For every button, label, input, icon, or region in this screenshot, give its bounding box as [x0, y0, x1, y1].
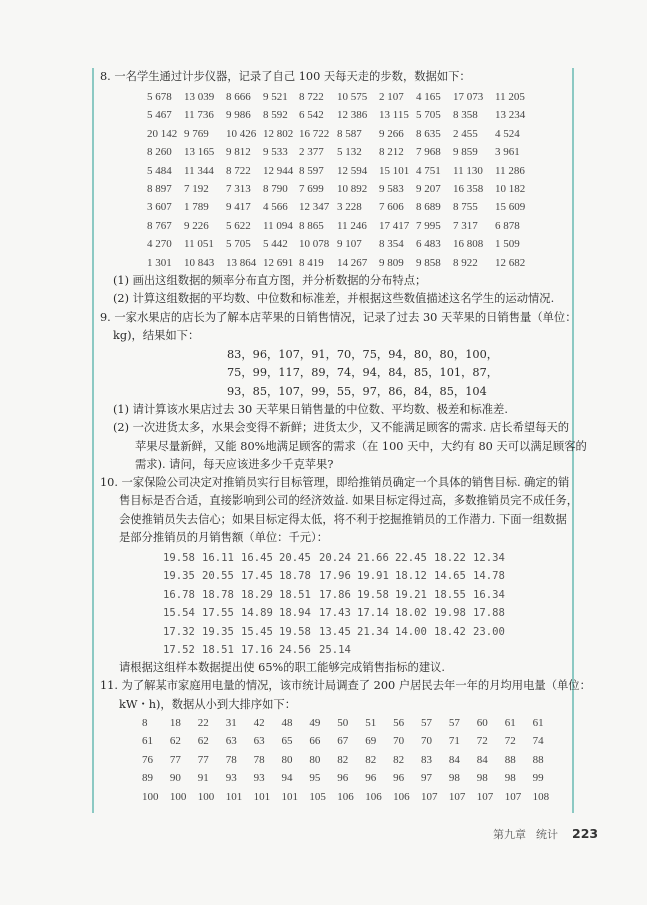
problem-9-question-2: (2) 一次进货太多，水果会变得不新鲜；进货太少，又不能满足顾客的需求. 店长希望每天的 — [113, 421, 570, 434]
step-count-cell: 1 789 — [184, 201, 209, 214]
electricity-usage-cell: 18 — [169, 717, 181, 729]
step-count-cell: 10 078 — [299, 238, 330, 251]
step-count-cell: 5 705 — [226, 238, 251, 251]
step-count-cell: 4 751 — [416, 164, 441, 177]
sales-amount-cell: 19.98 — [434, 607, 466, 620]
step-count-cell: 7 606 — [379, 201, 404, 214]
electricity-usage-cell: 82 — [365, 753, 377, 766]
electricity-usage-cell: 84 — [476, 753, 488, 766]
step-count-cell: 8 419 — [299, 256, 324, 269]
electricity-usage-cell: 57 — [421, 717, 432, 729]
sales-amount-cell: 16.78 — [163, 588, 195, 601]
sales-amount-cell: 19.58 — [357, 588, 389, 601]
step-count-cell: 7 968 — [416, 146, 441, 159]
electricity-usage-cell: 42 — [253, 717, 265, 729]
step-count-cell: 9 266 — [379, 127, 404, 140]
electricity-usage-cell: 99 — [532, 772, 544, 785]
sales-amount-cell: 18.02 — [395, 607, 427, 620]
electricity-usage-cell: 49 — [309, 717, 321, 729]
sales-amount-cell: 18.22 — [434, 552, 466, 564]
electricity-usage-cell: 74 — [532, 735, 544, 748]
problem-8-question-2: (2) 计算这组数据的平均数、中位数和标准差，并根据这些数值描述这名学生的运动情况. — [113, 292, 555, 305]
step-count-cell: 15 609 — [495, 201, 526, 214]
electricity-usage-cell: 62 — [169, 735, 181, 748]
problem-11-stem-cont: kW・h)，数据从小到大排序如下： — [119, 698, 297, 711]
electricity-usage-cell: 62 — [197, 735, 209, 748]
electricity-usage-cell: 83 — [421, 753, 432, 766]
problem-10-question: 请根据这组样本数据提出使 65%的职工能够完成销售指标的建议. — [119, 661, 446, 674]
electricity-usage-cell: 88 — [532, 753, 544, 766]
step-count-cell: 11 286 — [495, 164, 525, 177]
step-count-cell: 8 587 — [337, 127, 362, 140]
step-count-cell: 12 594 — [337, 164, 368, 177]
sales-amount-cell: 18.78 — [279, 570, 311, 583]
electricity-usage-cell: 97 — [421, 772, 432, 785]
step-count-cell: 8 689 — [416, 201, 441, 214]
electricity-usage-cell: 106 — [393, 790, 410, 803]
page-footer — [493, 826, 598, 842]
sales-amount-cell: 19.35 — [163, 570, 195, 583]
step-count-cell: 8 666 — [226, 91, 251, 103]
step-count-cell: 9 986 — [226, 109, 251, 122]
step-count-cell: 4 524 — [495, 127, 520, 140]
step-count-cell: 11 094 — [263, 219, 293, 232]
apple-sales-data-row: 75，99，117，89，74，94，84，85，101，87， — [227, 366, 499, 380]
step-count-cell: 9 207 — [416, 183, 441, 195]
sales-amount-cell: 14.65 — [434, 570, 466, 583]
problem-10-stem: 会使推销员失去信心；如果目标定得太低，将不利于挖掘推销员的工作潜力. 下面一组数据 — [119, 512, 567, 526]
electricity-usage-cell: 93 — [253, 772, 265, 785]
sales-amount-cell: 16.45 — [241, 552, 273, 564]
step-count-cell: 8 592 — [263, 109, 288, 122]
sales-amount-cell: 14.89 — [241, 607, 273, 620]
step-count-cell: 15 101 — [379, 164, 410, 177]
sales-amount-cell: 17.52 — [163, 644, 195, 656]
sales-amount-cell: 18.51 — [202, 644, 234, 656]
step-count-cell: 5 705 — [416, 109, 441, 122]
sales-amount-cell: 15.45 — [241, 625, 273, 638]
step-count-cell: 11 130 — [453, 164, 483, 177]
electricity-usage-cell: 31 — [225, 717, 237, 729]
electricity-usage-cell: 91 — [197, 772, 209, 785]
step-count-cell: 17 073 — [453, 91, 484, 103]
step-count-cell: 9 107 — [337, 238, 362, 251]
step-count-cell: 12 386 — [337, 109, 368, 122]
electricity-usage-cell: 77 — [169, 753, 181, 766]
electricity-usage-cell: 80 — [281, 753, 293, 766]
step-count-cell: 11 051 — [184, 238, 214, 251]
step-count-cell: 2 455 — [453, 127, 478, 140]
sales-amount-cell: 20.24 — [319, 552, 351, 564]
electricity-usage-cell: 57 — [448, 717, 460, 729]
step-count-cell: 10 843 — [184, 256, 215, 269]
electricity-usage-cell: 107 — [421, 790, 438, 803]
step-count-cell: 9 859 — [453, 146, 478, 159]
step-count-cell: 8 354 — [379, 238, 404, 251]
electricity-usage-cell: 106 — [365, 790, 382, 803]
electricity-usage-cell: 93 — [225, 772, 237, 785]
electricity-usage-cell: 84 — [448, 753, 460, 766]
sales-amount-cell: 18.12 — [395, 570, 427, 583]
sales-amount-cell: 19.35 — [202, 625, 234, 638]
electricity-usage-cell: 106 — [337, 790, 354, 803]
sales-amount-cell: 17.45 — [241, 570, 273, 583]
step-count-cell: 11 736 — [184, 109, 214, 122]
sales-amount-cell: 18.42 — [434, 625, 466, 638]
step-count-cell: 9 417 — [226, 201, 251, 214]
step-count-cell: 14 267 — [337, 256, 368, 269]
step-count-cell: 8 865 — [299, 219, 324, 232]
electricity-usage-cell: 100 — [197, 790, 215, 803]
step-count-cell: 8 767 — [147, 219, 172, 232]
page-number: 223 — [572, 826, 599, 841]
sales-amount-cell: 17.14 — [357, 607, 389, 620]
sales-amount-cell: 17.88 — [473, 607, 505, 620]
electricity-usage-cell: 66 — [309, 735, 321, 748]
sales-amount-cell: 21.34 — [357, 625, 389, 638]
electricity-usage-cell: 101 — [281, 790, 298, 803]
electricity-usage-cell: 67 — [337, 735, 349, 748]
electricity-usage-cell: 78 — [253, 753, 265, 766]
electricity-usage-cell: 96 — [393, 772, 405, 785]
sales-amount-cell: 25.14 — [319, 644, 351, 656]
electricity-usage-cell: 100 — [169, 790, 187, 803]
step-count-cell: 10 575 — [337, 91, 368, 103]
electricity-usage-cell: 78 — [225, 753, 237, 766]
step-count-cell: 9 809 — [379, 256, 404, 269]
step-count-cell: 2 107 — [379, 91, 404, 103]
sales-amount-cell: 18.94 — [279, 607, 311, 620]
step-count-cell: 13 115 — [379, 109, 409, 122]
sales-amount-cell: 12.34 — [473, 552, 505, 564]
step-count-cell: 9 533 — [263, 146, 288, 159]
problem-8-stem: 8. 一名学生通过计步仪器，记录了自己 100 天每天走的步数，数据如下： — [100, 70, 471, 83]
step-count-cell: 9 769 — [184, 127, 209, 140]
step-count-cell: 16 722 — [299, 127, 330, 140]
step-count-cell: 3 961 — [495, 146, 520, 159]
sales-amount-cell: 18.78 — [202, 588, 234, 601]
electricity-usage-cell: 88 — [504, 753, 516, 766]
problem-10-stem: 10. 一家保险公司决定对推销员实行目标管理，即给推销员确定一个具体的销售目标. 确定的销 — [100, 476, 570, 489]
electricity-usage-cell: 96 — [365, 772, 377, 785]
problem-9-question-2-cont: 需求). 请问，每天应该进多少千克苹果? — [135, 458, 334, 471]
problem-9-stem: 9. 一家水果店的店长为了解本店苹果的日销售情况，记录了过去 30 天苹果的日销售量（单位： — [100, 311, 577, 324]
electricity-usage-cell: 108 — [532, 790, 550, 803]
problem-8-question-1: (1) 画出这组数据的频率分布直方图，并分析数据的分布特点； — [113, 274, 427, 287]
step-count-cell: 8 597 — [299, 164, 324, 177]
step-count-cell: 1 301 — [147, 256, 172, 269]
sales-amount-cell: 17.55 — [202, 607, 234, 620]
step-count-cell: 13 234 — [495, 109, 526, 122]
sales-amount-cell: 17.32 — [163, 625, 195, 638]
sales-amount-cell: 20.55 — [202, 570, 234, 583]
sales-amount-cell: 13.45 — [319, 625, 351, 638]
step-count-cell: 8 722 — [226, 164, 251, 177]
step-count-cell: 11 205 — [495, 91, 525, 103]
electricity-usage-cell: 77 — [197, 753, 209, 766]
electricity-usage-cell: 65 — [281, 735, 293, 748]
sales-amount-cell: 21.66 — [357, 552, 389, 564]
step-count-cell: 7 192 — [184, 183, 209, 195]
step-count-cell: 2 377 — [299, 146, 324, 159]
electricity-usage-cell: 105 — [309, 790, 326, 803]
step-count-cell: 5 678 — [147, 91, 172, 103]
step-count-cell: 7 313 — [226, 183, 251, 195]
sales-amount-cell: 20.45 — [279, 552, 311, 564]
sales-amount-cell: 18.51 — [279, 588, 311, 601]
step-count-cell: 8 260 — [147, 146, 172, 159]
electricity-usage-cell: 8 — [142, 717, 148, 729]
step-count-cell: 7 699 — [299, 183, 324, 195]
sales-amount-cell: 19.58 — [279, 625, 311, 638]
sales-amount-cell: 18.29 — [241, 588, 273, 601]
electricity-usage-cell: 70 — [393, 735, 405, 748]
step-count-cell: 16 808 — [453, 238, 484, 251]
electricity-usage-cell: 98 — [476, 772, 488, 785]
electricity-usage-cell: 89 — [142, 772, 153, 785]
electricity-usage-cell: 70 — [421, 735, 432, 748]
sales-amount-cell: 18.55 — [434, 588, 466, 601]
step-count-cell: 9 226 — [184, 219, 209, 232]
sales-amount-cell: 24.56 — [279, 644, 311, 656]
step-count-cell: 6 878 — [495, 219, 520, 232]
sales-amount-cell: 17.96 — [319, 570, 351, 583]
electricity-usage-cell: 69 — [365, 735, 377, 748]
electricity-usage-cell: 76 — [142, 753, 153, 766]
step-count-cell: 10 892 — [337, 183, 368, 195]
step-count-cell: 11 344 — [184, 164, 214, 177]
electricity-usage-cell: 107 — [448, 790, 466, 803]
step-count-cell: 8 212 — [379, 146, 404, 159]
step-count-cell: 1 509 — [495, 238, 520, 251]
sales-amount-cell: 22.45 — [395, 552, 427, 564]
step-count-cell: 16 358 — [453, 183, 484, 195]
electricity-usage-cell: 61 — [142, 735, 153, 748]
electricity-usage-cell: 94 — [281, 772, 293, 785]
electricity-usage-cell: 82 — [337, 753, 349, 766]
problem-9-stem-cont: kg)，结果如下： — [113, 329, 200, 342]
step-count-cell: 9 812 — [226, 146, 251, 159]
electricity-usage-cell: 101 — [225, 790, 243, 803]
step-count-cell: 8 635 — [416, 127, 441, 140]
sales-amount-cell: 14.78 — [473, 570, 505, 583]
chapter-label: 第九章 — [493, 828, 526, 841]
electricity-usage-cell: 63 — [225, 735, 237, 748]
electricity-usage-cell: 72 — [476, 735, 488, 748]
electricity-usage-cell: 82 — [393, 753, 405, 766]
problem-11-stem: 11. 为了解某市家庭用电量的情况，该市统计局调查了 200 户居民去年一年的月均用电量（单位： — [100, 679, 591, 692]
electricity-usage-cell: 50 — [337, 717, 349, 729]
electricity-usage-cell: 80 — [309, 753, 321, 766]
step-count-cell: 5 484 — [147, 164, 172, 177]
step-count-cell: 5 132 — [337, 146, 362, 159]
left-margin-rule — [92, 68, 94, 813]
electricity-usage-cell: 100 — [142, 790, 159, 803]
sales-amount-cell: 17.43 — [319, 607, 351, 620]
apple-sales-data-row: 93，85，107，99，55，97，86，84，85，104 — [227, 384, 487, 398]
step-count-cell: 17 417 — [379, 219, 410, 232]
problem-10-stem: 售目标是否合适，直接影响到公司的经济效益. 如果目标定得过高，多数推销员完不成任务， — [119, 494, 579, 508]
step-count-cell: 11 246 — [337, 219, 367, 232]
problem-10-stem: 是部分推销员的月销售额（单位：千元）： — [119, 531, 328, 545]
electricity-usage-cell: 98 — [504, 772, 516, 785]
electricity-usage-cell: 51 — [365, 717, 377, 729]
sales-amount-cell: 19.21 — [395, 588, 427, 601]
step-count-cell: 12 682 — [495, 256, 526, 269]
step-count-cell: 9 583 — [379, 183, 404, 195]
step-count-cell: 8 897 — [147, 183, 172, 195]
step-count-cell: 8 790 — [263, 183, 288, 195]
electricity-usage-cell: 107 — [504, 790, 522, 803]
sales-amount-cell: 15.54 — [163, 607, 195, 620]
section-label: 统计 — [536, 828, 558, 841]
step-count-cell: 5 622 — [226, 219, 251, 232]
electricity-usage-cell: 95 — [309, 772, 321, 785]
sales-amount-cell: 16.11 — [202, 552, 234, 564]
step-count-cell: 12 944 — [263, 164, 294, 177]
problem-9-question-1: (1) 请计算该水果店过去 30 天苹果日销售量的中位数、平均数、极差和标准差. — [113, 403, 508, 416]
step-count-cell: 10 182 — [495, 183, 526, 195]
sales-amount-cell: 19.91 — [357, 570, 389, 583]
step-count-cell: 13 165 — [184, 146, 215, 159]
step-count-cell: 4 270 — [147, 238, 172, 251]
electricity-usage-cell: 101 — [253, 790, 271, 803]
step-count-cell: 3 228 — [337, 201, 362, 214]
electricity-usage-cell: 72 — [504, 735, 516, 748]
step-count-cell: 3 607 — [147, 201, 172, 214]
sales-amount-cell: 16.34 — [473, 588, 505, 601]
step-count-cell: 20 142 — [147, 127, 178, 140]
step-count-cell: 10 426 — [226, 127, 257, 140]
electricity-usage-cell: 98 — [448, 772, 460, 785]
step-count-cell: 12 347 — [299, 201, 330, 214]
sales-amount-cell: 14.00 — [395, 625, 427, 638]
sales-amount-cell: 17.86 — [319, 588, 351, 601]
sales-amount-cell: 23.00 — [473, 625, 505, 638]
step-count-cell: 8 755 — [453, 201, 478, 214]
step-count-cell: 8 922 — [453, 256, 478, 269]
sales-amount-cell: 19.58 — [163, 552, 195, 564]
step-count-cell: 5 442 — [263, 238, 288, 251]
electricity-usage-cell: 90 — [169, 772, 181, 785]
step-count-cell: 9 858 — [416, 256, 441, 269]
electricity-usage-cell: 48 — [281, 717, 293, 729]
electricity-usage-cell: 60 — [476, 717, 488, 729]
step-count-cell: 13 864 — [226, 256, 257, 269]
step-count-cell: 5 467 — [147, 109, 172, 122]
step-count-cell: 12 691 — [263, 256, 294, 269]
electricity-usage-cell: 61 — [532, 717, 544, 729]
electricity-usage-cell: 56 — [393, 717, 405, 729]
electricity-usage-cell: 63 — [253, 735, 265, 748]
electricity-usage-cell: 61 — [504, 717, 516, 729]
step-count-cell: 4 566 — [263, 201, 288, 214]
step-count-cell: 8 722 — [299, 91, 324, 103]
step-count-cell: 12 802 — [263, 127, 294, 140]
step-count-cell: 9 521 — [263, 91, 288, 103]
electricity-usage-cell: 22 — [197, 717, 209, 729]
electricity-usage-cell: 71 — [448, 735, 460, 748]
step-count-cell: 7 317 — [453, 219, 478, 232]
step-count-cell: 13 039 — [184, 91, 215, 103]
step-count-cell: 8 358 — [453, 109, 478, 122]
step-count-cell: 4 165 — [416, 91, 441, 103]
apple-sales-data-row: 83，96，107，91，70，75，94，80，80，100， — [227, 348, 499, 361]
problem-9-question-2-cont: 苹果尽量新鲜，又能 80%地满足顾客的需求（在 100 天中，大约有 80 天可以满足顾客的 — [135, 440, 587, 453]
step-count-cell: 7 995 — [416, 219, 441, 232]
step-count-cell: 6 542 — [299, 109, 324, 122]
electricity-usage-cell: 107 — [476, 790, 494, 803]
step-count-cell: 6 483 — [416, 238, 441, 251]
electricity-usage-cell: 96 — [337, 772, 349, 785]
sales-amount-cell: 17.16 — [241, 644, 273, 656]
